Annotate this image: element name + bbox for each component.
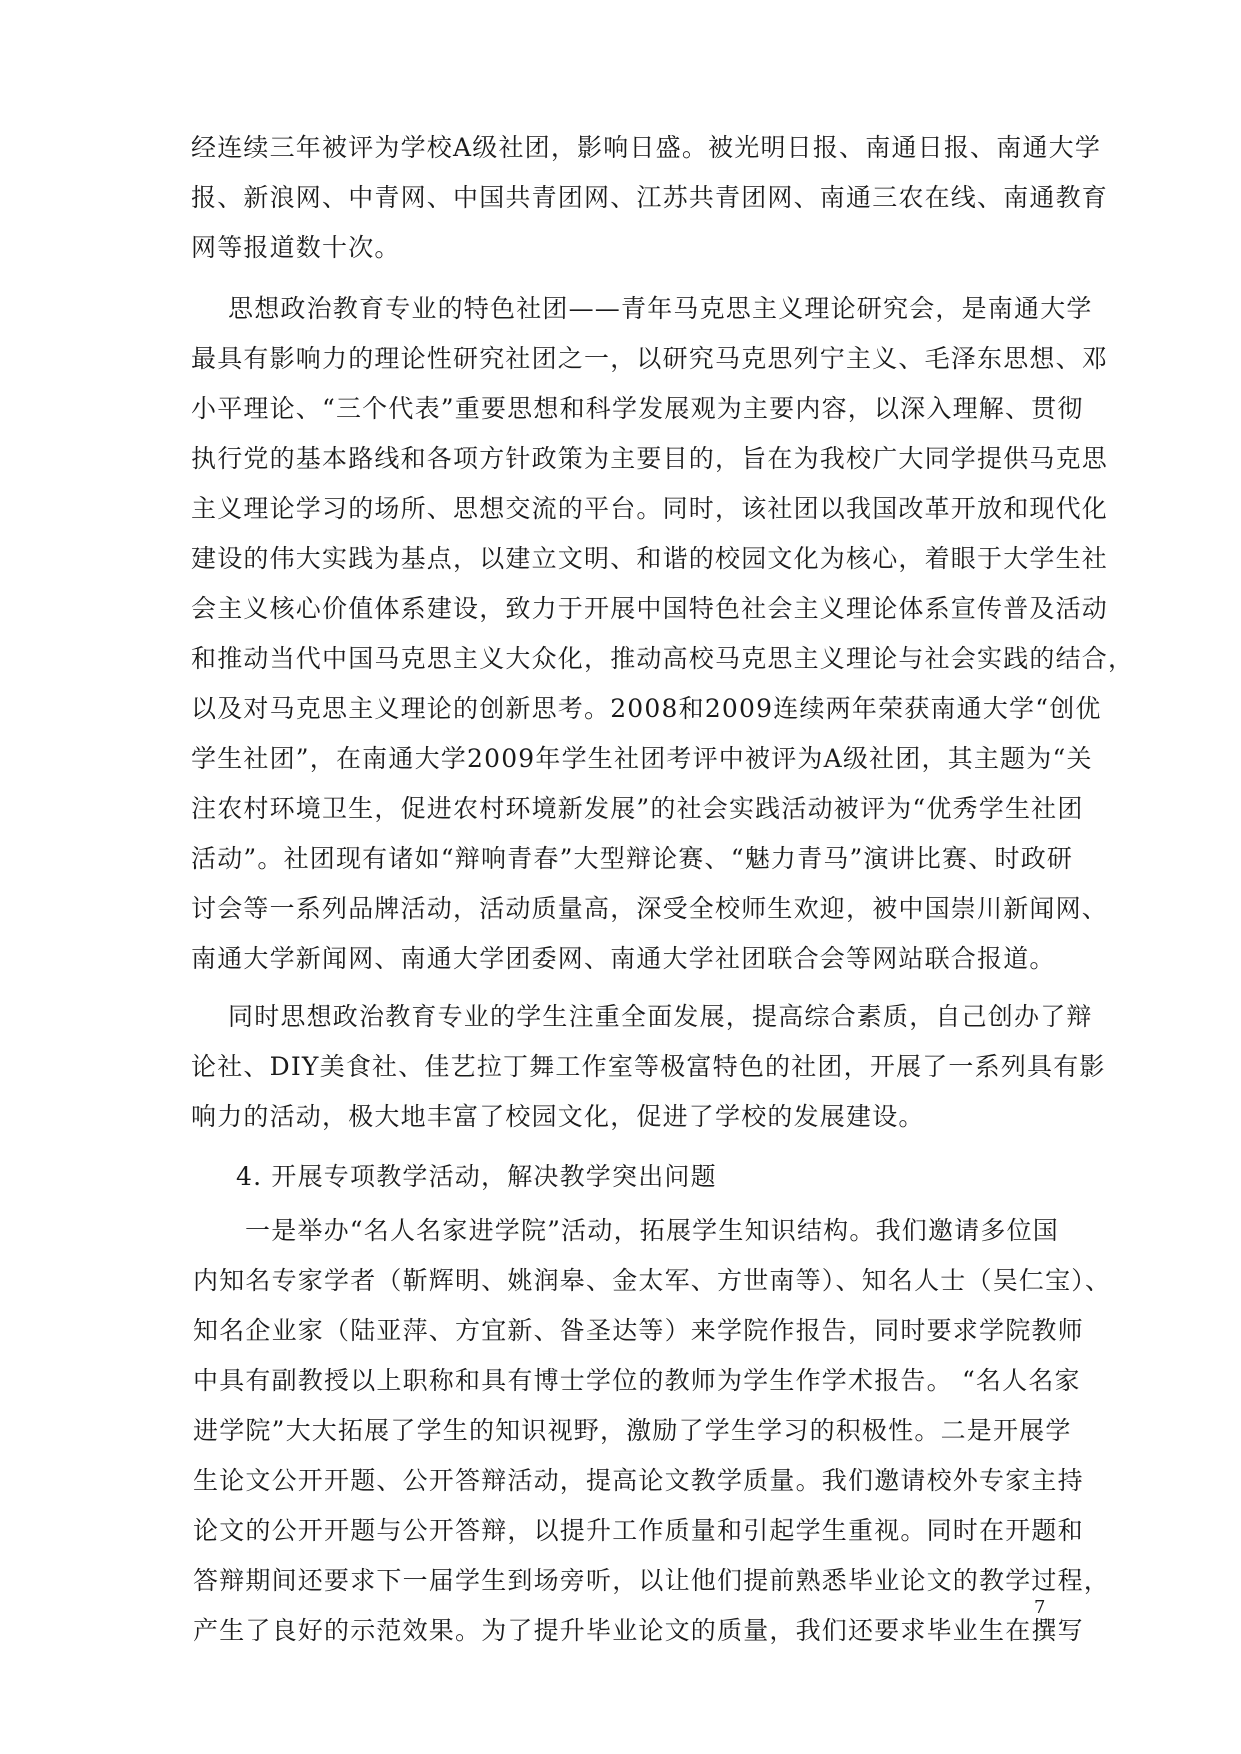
text-line: 产生了良好的示范效果。为了提升毕业论文的质量，我们还要求毕业生在撰写 [193,1616,1084,1645]
section-heading: 4. 开展专项教学活动，解决教学突出问题 [236,1162,717,1191]
page-number: 7 [1034,1597,1046,1618]
text-line: 论文的公开开题与公开答辩，以提升工作质量和引起学生重视。同时在开题和 [193,1516,1084,1545]
text-line: 思想政治教育专业的特色社团——青年马克思主义理论研究会，是南通大学 [228,294,1093,323]
text-line: 经连续三年被评为学校A级社团，影响日盛。被光明日报、南通日报、南通大学 [191,133,1102,162]
text-line: 学生社团”，在南通大学2009年学生社团考评中被评为A级社团，其主题为“关 [191,744,1093,773]
text-line: 执行党的基本路线和各项方针政策为主要目的，旨在为我校广大同学提供马克思 [191,444,1109,473]
text-line: 以及对马克思主义理论的创新思考。2008和2009连续两年荣获南通大学“创优 [191,694,1102,723]
text-line: 注农村环境卫生，促进农村环境新发展”的社会实践活动被评为“优秀学生社团 [191,794,1084,823]
text-line: 南通大学新闻网、南通大学团委网、南通大学社团联合会等网站联合报道。 [191,944,1056,973]
text-line: 建设的伟大实践为基点，以建立文明、和谐的校园文化为核心，着眼于大学生社 [191,544,1109,573]
text-line: 最具有影响力的理论性研究社团之一，以研究马克思列宁主义、毛泽东思想、邓 [191,344,1109,373]
text-line: 答辩期间还要求下一届学生到场旁听，以让他们提前熟悉毕业论文的教学过程， [193,1566,1111,1595]
text-line: 内知名专家学者（靳辉明、姚润皋、金太军、方世南等）、知名人士（吴仁宝）、 [193,1266,1112,1295]
text-line: 报、新浪网、中青网、中国共青团网、江苏共青团网、南通三农在线、南通教育 [191,183,1109,212]
text-line: 进学院”大大拓展了学生的知识视野，激励了学生学习的积极性。二是开展学 [193,1416,1072,1445]
text-line: 一是举办“名人名家进学院”活动，拓展学生知识结构。我们邀请多位国 [245,1216,1059,1245]
text-line: 知名企业家（陆亚萍、方宜新、昝圣达等）来学院作报告，同时要求学院教师 [193,1316,1084,1345]
text-line: 生论文公开开题、公开答辩活动，提高论文教学质量。我们邀请校外专家主持 [193,1466,1084,1495]
text-line: 和推动当代中国马克思主义大众化，推动高校马克思主义理论与社会实践的结合， [191,644,1135,673]
text-line: 活动”。社团现有诸如“辩响青春”大型辩论赛、“魅力青马”演讲比赛、时政研 [191,844,1074,873]
text-line: 响力的活动，极大地丰富了校园文化，促进了学校的发展建设。 [191,1102,925,1131]
text-line: 主义理论学习的场所、思想交流的平台。同时，该社团以我国改革开放和现代化 [191,494,1109,523]
text-line: 讨会等一系列品牌活动，活动质量高，深受全校师生欢迎，被中国崇川新闻网、 [191,894,1109,923]
text-line: 网等报道数十次。 [191,233,401,262]
text-line: 会主义核心价值体系建设，致力于开展中国特色社会主义理论体系宣传普及活动 [191,594,1109,623]
text-line: 同时思想政治教育专业的学生注重全面发展，提高综合素质，自己创办了辩 [228,1002,1093,1031]
text-line: 论社、DIY美食社、佳艺拉丁舞工作室等极富特色的社团，开展了一系列具有影 [191,1052,1106,1081]
text-line: 中具有副教授以上职称和具有博士学位的教师为学生作学术报告。 “名人名家 [193,1366,1081,1395]
text-line: 小平理论、“三个代表”重要思想和科学发展观为主要内容，以深入理解、贯彻 [191,394,1084,423]
